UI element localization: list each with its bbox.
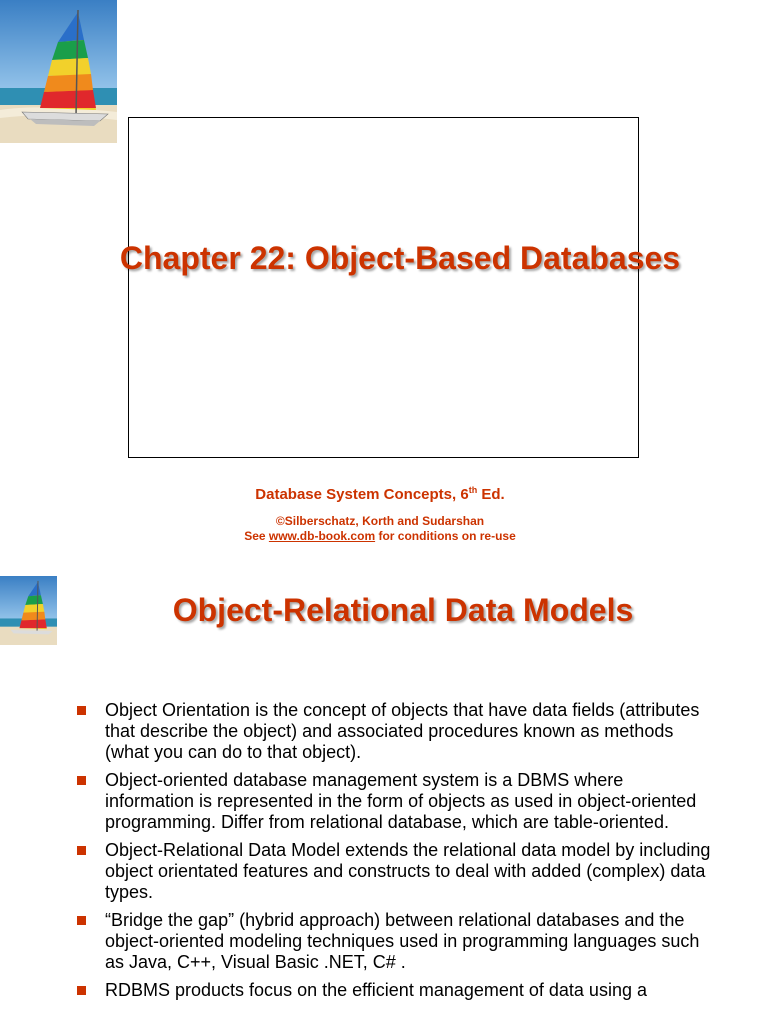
list-item: Object-oriented database management system is a DBMS where information is represented in the form of objects as used in object-oriented programming. Differ from relational database, which are table-oriented. bbox=[77, 770, 717, 833]
square-bullet-icon bbox=[77, 706, 86, 715]
list-item: RDBMS products focus on the efficient management of data using a bbox=[77, 980, 717, 1001]
title-frame bbox=[128, 117, 639, 458]
square-bullet-icon bbox=[77, 986, 86, 995]
copyright-line: ©Silberschatz, Korth and Sudarshan bbox=[275, 514, 485, 528]
book-title: Database System Concepts, 6th Ed. bbox=[255, 485, 505, 503]
db-book-link[interactable]: www.db-book.com bbox=[268, 529, 376, 543]
section-title: Object-Relational Data Models bbox=[172, 592, 634, 628]
square-bullet-icon bbox=[77, 916, 86, 925]
reuse-notice: See www.db-book.com for conditions on re-use bbox=[244, 529, 516, 543]
square-bullet-icon bbox=[77, 846, 86, 855]
sailboat-logo-icon bbox=[0, 0, 117, 143]
square-bullet-icon bbox=[77, 776, 86, 785]
chapter-title: Chapter 22: Object-Based Databases bbox=[119, 240, 681, 276]
list-item: “Bridge the gap” (hybrid approach) between relational databases and the object-oriented modeling techniques used in programming languages such as Java, C++, Visual Basic .NET, C# . bbox=[77, 910, 717, 973]
list-item: Object Orientation is the concept of objects that have data fields (attributes that describe the object) and associated procedures known as methods (what you can do to that object). bbox=[77, 700, 717, 763]
bullet-list bbox=[77, 700, 717, 1008]
list-item: Object-Relational Data Model extends the relational data model by including object orientated features and constructs to deal with added (complex) data types. bbox=[77, 840, 717, 903]
